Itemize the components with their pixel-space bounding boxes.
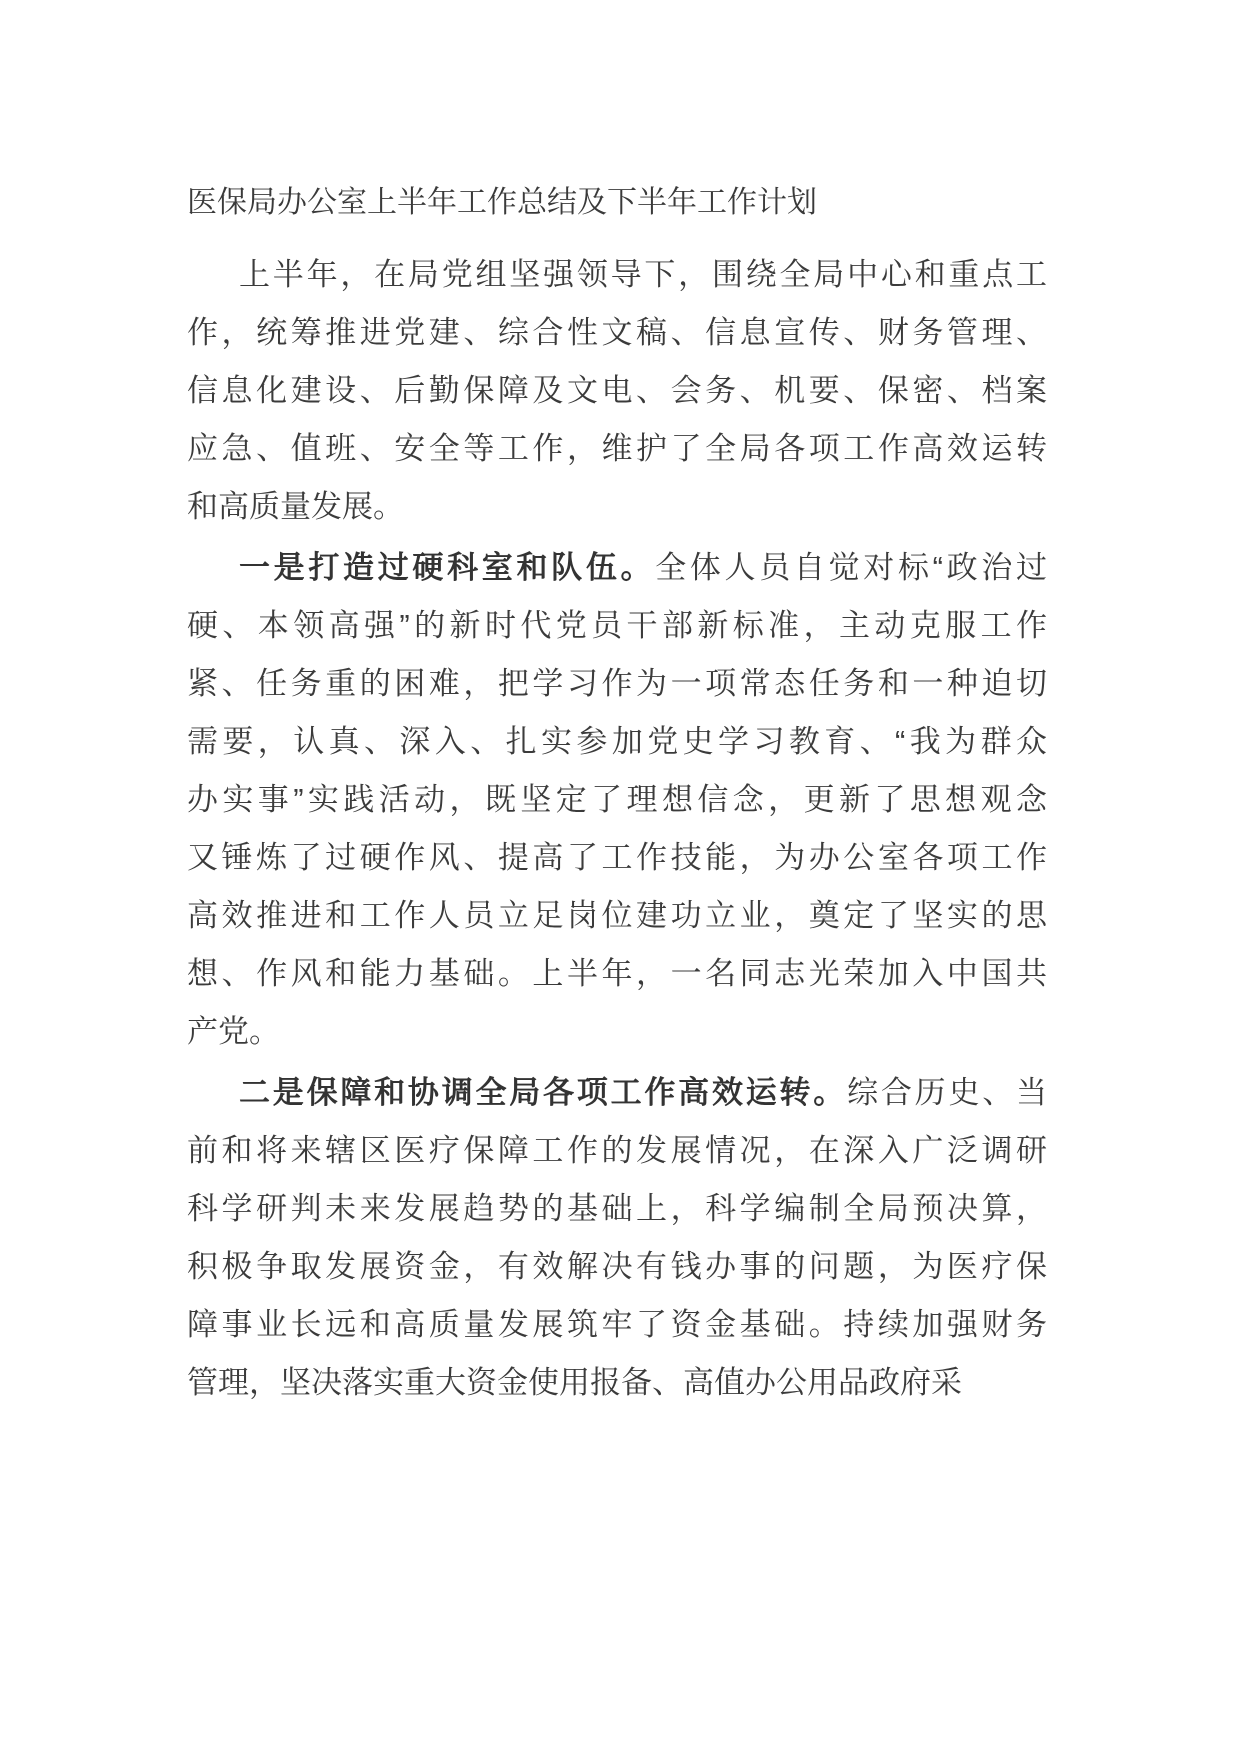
paragraph (187, 246, 1047, 536)
line-text: 前和将来辖区医疗保障工作的发展情况，在深入广泛调研 (187, 1133, 1047, 1168)
line-text: 产党。 (187, 1014, 280, 1049)
text-line (187, 478, 1047, 536)
text-line (187, 597, 1047, 655)
line-text: 需要，认真、深入、扎实参加党史学习教育、“我为群众 (187, 724, 1047, 759)
text-line (187, 1064, 1047, 1122)
text-line (187, 1003, 1047, 1061)
text-line (187, 1296, 1047, 1354)
line-text: 综合历史、当 (847, 1075, 1048, 1110)
text-line (187, 539, 1047, 597)
line-text: 应急、值班、安全等工作，维护了全局各项工作高效运转 (187, 431, 1047, 466)
text-line (187, 771, 1047, 829)
line-text: 想、作风和能力基础。上半年，一名同志光荣加入中国共 (187, 956, 1047, 991)
line-text: 积极争取发展资金，有效解决有钱办事的问题，为医疗保 (187, 1249, 1047, 1284)
line-text: 科学研判未来发展趋势的基础上，科学编制全局预决算， (187, 1191, 1047, 1226)
line-text: 和高质量发展。 (187, 489, 404, 524)
paragraph (187, 1064, 1047, 1412)
line-text: 上半年，在局党组坚强领导下，围绕全局中心和重点工 (239, 257, 1047, 292)
line-text: 高效推进和工作人员立足岗位建功立业，奠定了坚实的思 (187, 898, 1047, 933)
text-line (187, 887, 1047, 945)
line-text: 办实事”实践活动，既坚定了理想信念，更新了思想观念 (187, 782, 1047, 817)
text-line (187, 1238, 1047, 1296)
line-text: 全体人员自觉对标“政治过 (655, 550, 1048, 585)
line-text: 信息化建设、后勤保障及文电、会务、机要、保密、档案 (187, 373, 1047, 408)
line-text: 作，统筹推进党建、综合性文稿、信息宣传、财务管理、 (187, 315, 1047, 350)
text-line (187, 362, 1047, 420)
document-body (187, 246, 1047, 1415)
text-line (187, 304, 1047, 362)
text-line (187, 655, 1047, 713)
line-text: 管理，坚决落实重大资金使用报备、高值办公用品政府采 (187, 1365, 962, 1400)
text-line (187, 1354, 1047, 1412)
line-text: 硬、本领高强”的新时代党员干部新标准，主动克服工作 (187, 608, 1047, 643)
line-text: 障事业长远和高质量发展筑牢了资金基础。持续加强财务 (187, 1307, 1047, 1342)
text-line (187, 246, 1047, 304)
text-line (187, 945, 1047, 1003)
line-text: 紧、任务重的困难，把学习作为一项常态任务和一种迫切 (187, 666, 1047, 701)
text-line (187, 829, 1047, 887)
text-line (187, 420, 1047, 478)
paragraph-lead: 二是保障和协调全局各项工作高效运转。 (239, 1075, 848, 1110)
text-line (187, 1122, 1047, 1180)
paragraph-lead: 一是打造过硬科室和队伍。 (239, 550, 656, 585)
paragraph (187, 539, 1047, 1061)
document-title: 医保局办公室上半年工作总结及下半年工作计划 (187, 186, 817, 219)
text-line (187, 1180, 1047, 1238)
text-line (187, 713, 1047, 771)
line-text: 又锤炼了过硬作风、提高了工作技能，为办公室各项工作 (187, 840, 1047, 875)
